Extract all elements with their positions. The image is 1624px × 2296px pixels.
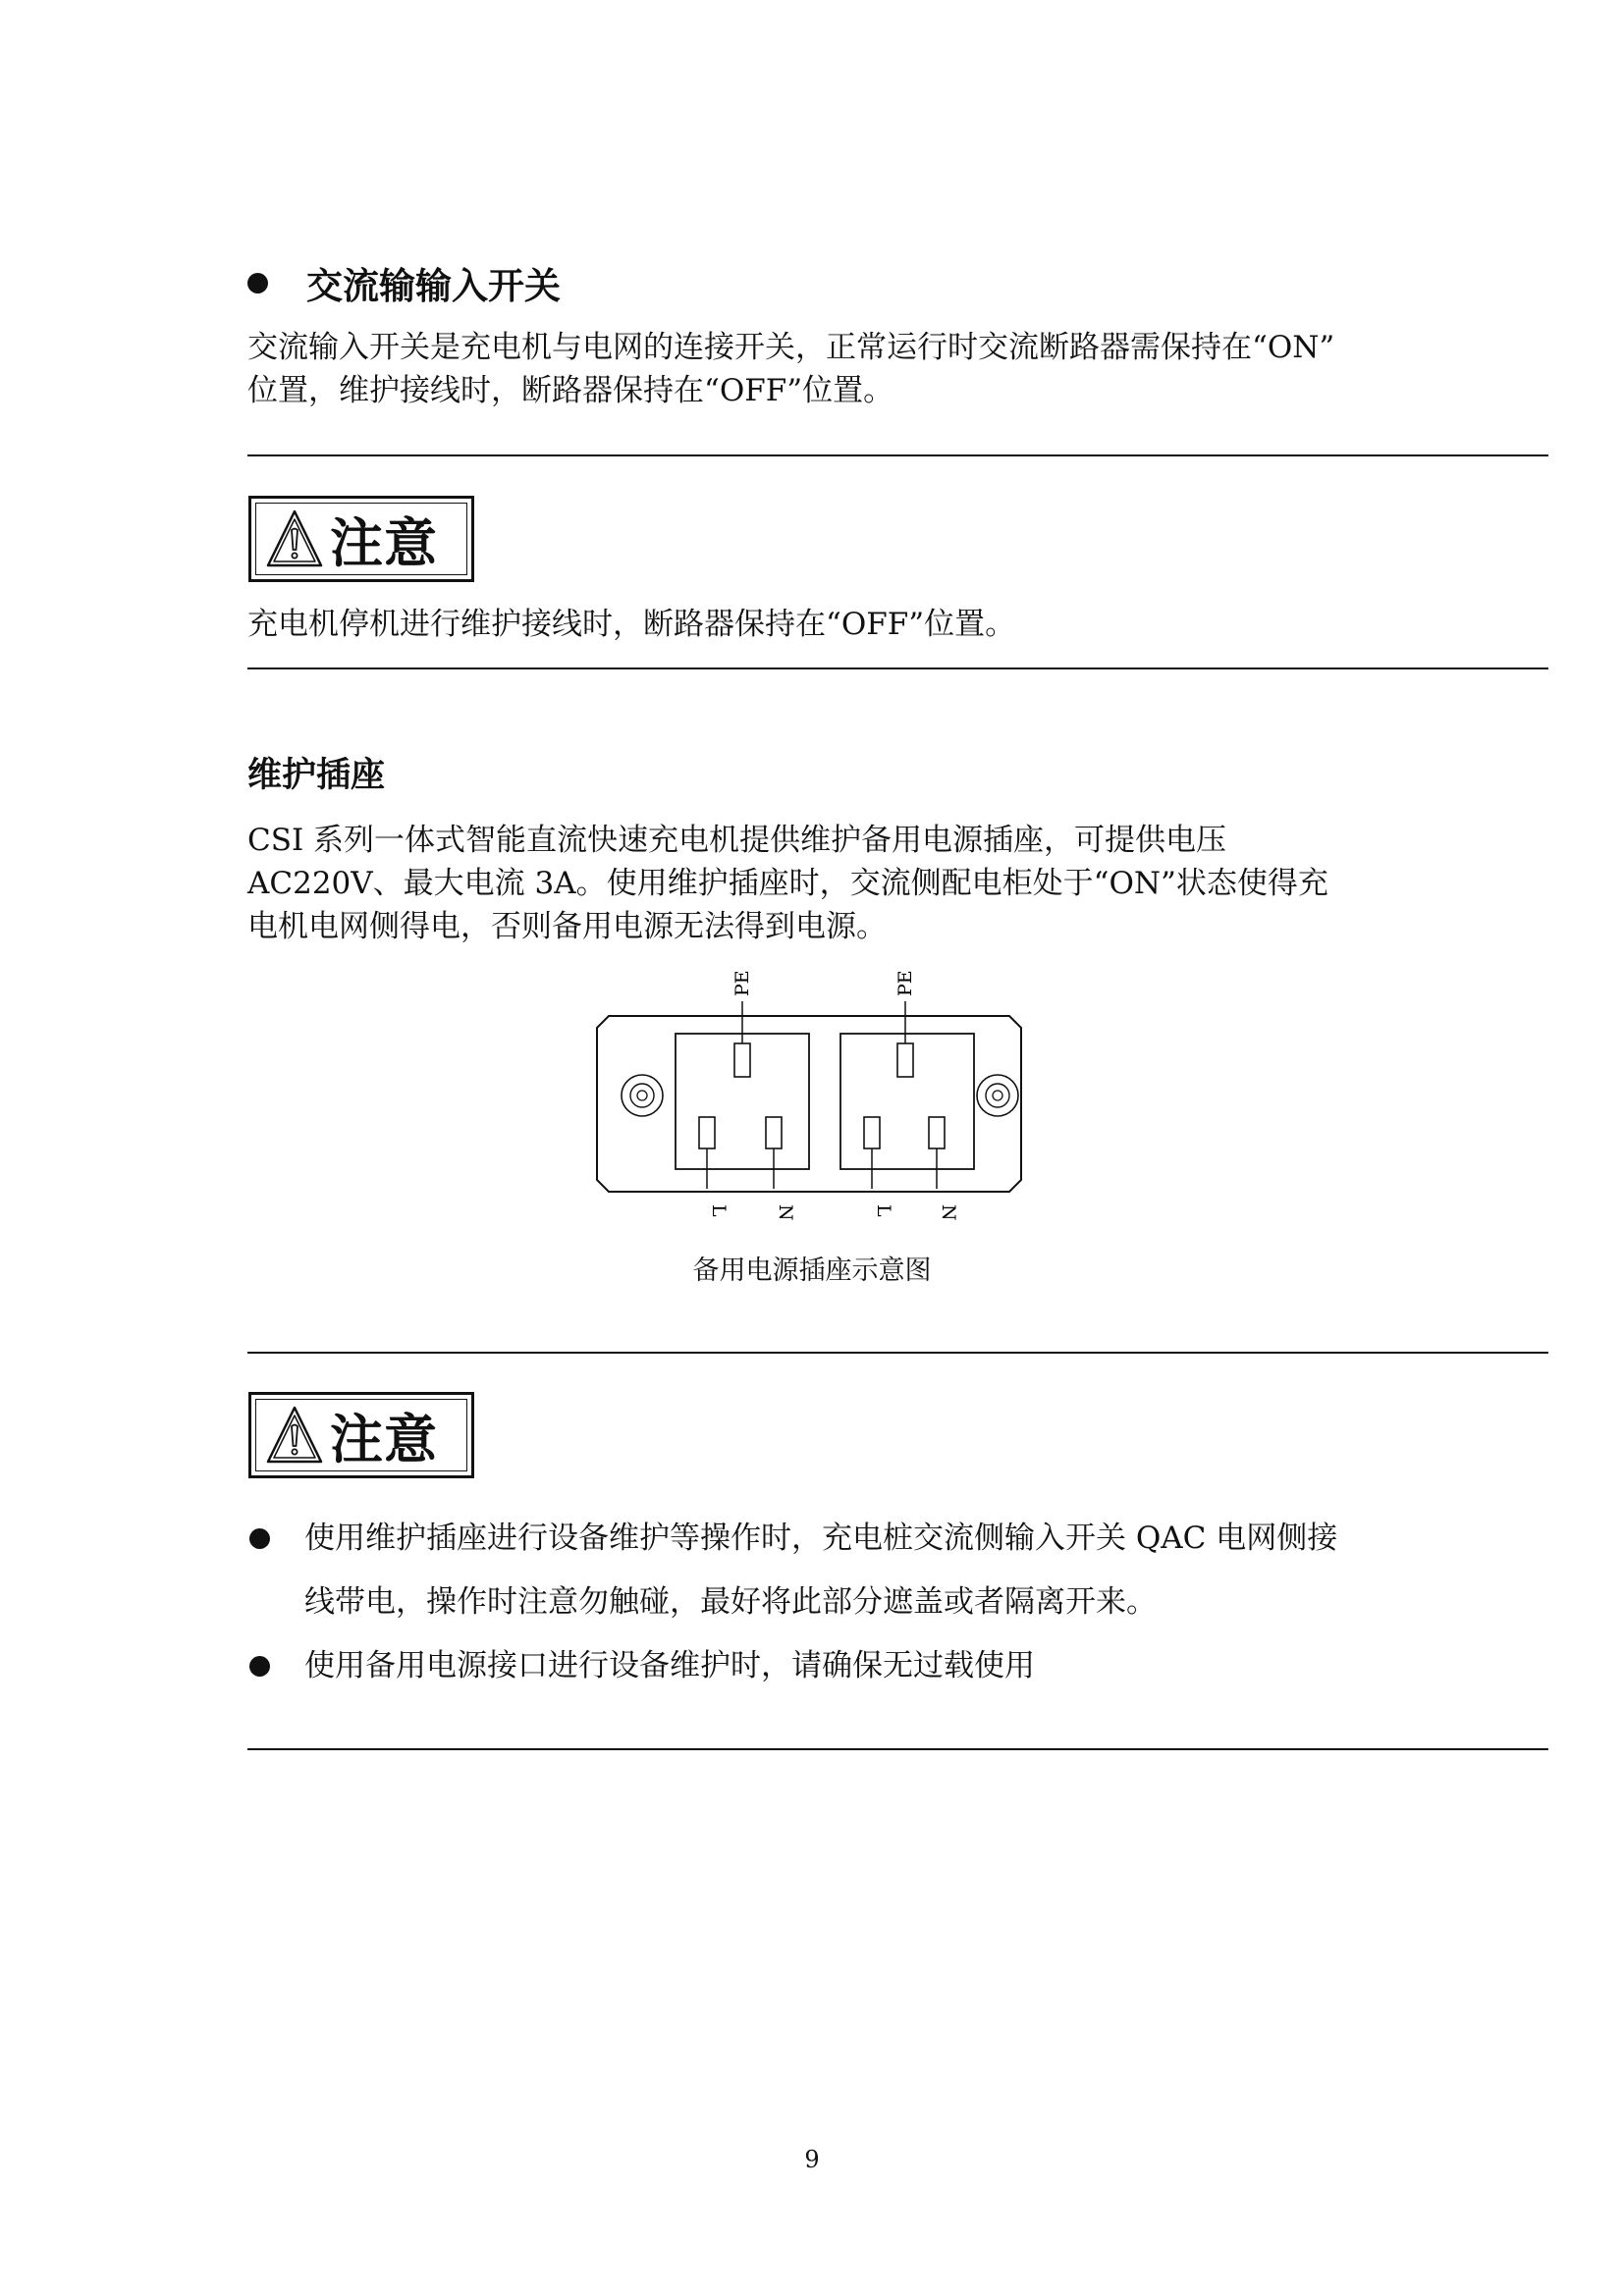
divider xyxy=(247,454,1548,456)
warning-icon xyxy=(265,1405,324,1466)
screw-left-icon xyxy=(622,1075,663,1116)
notice-text xyxy=(247,603,1396,646)
list-item xyxy=(247,1634,1426,1698)
notice-box xyxy=(248,496,474,582)
bullet-icon xyxy=(247,273,268,294)
socket-paragraph-line: 电机电网侧得电，否则备用电源无法得到电源。 xyxy=(247,909,887,944)
subsection-title: 维护插座 xyxy=(247,756,386,795)
divider xyxy=(247,667,1548,669)
notice-text-line: 充电机停机进行维护接线时，断路器保持在“OFF”位置。 xyxy=(247,607,1016,642)
notice-label: 注意 xyxy=(330,511,438,574)
l-label: L xyxy=(708,1204,730,1217)
bullet-icon xyxy=(249,1528,270,1549)
section-heading xyxy=(247,253,561,312)
figure-caption: 备用电源插座示意图 xyxy=(692,1255,932,1286)
page-number: 9 xyxy=(804,2146,820,2173)
socket-paragraph xyxy=(247,819,1396,948)
socket-paragraph-line: CSI 系列一体式智能直流快速充电机提供维护备用电源插座，可提供电压 xyxy=(247,823,1227,858)
list-item-line: 使用维护插座进行设备维护等操作时，充电桩交流侧输入开关 QAC 电网侧接 xyxy=(304,1521,1338,1556)
n-label: N xyxy=(775,1204,796,1221)
socket-right xyxy=(840,1034,974,1169)
list-item-line: 线带电，操作时注意勿触碰，最好将此部分遮盖或者隔离开来。 xyxy=(304,1584,1157,1620)
notice-label: 注意 xyxy=(330,1408,438,1470)
bullet-icon xyxy=(249,1656,270,1677)
list-item-line: 使用备用电源接口进行设备维护时，请确保无过载使用 xyxy=(304,1648,1035,1683)
section-paragraph xyxy=(247,326,1396,412)
l-label: L xyxy=(873,1204,894,1217)
pe-label: PE xyxy=(731,970,753,996)
notice-box xyxy=(248,1392,474,1478)
divider xyxy=(247,1748,1548,1750)
notice-list xyxy=(247,1507,1426,1698)
n-label: N xyxy=(938,1204,959,1221)
pe-label: PE xyxy=(894,970,916,996)
divider xyxy=(247,1352,1548,1354)
section-paragraph-line: 交流输入开关是充电机与电网的连接开关，正常运行时交流断路器需保持在“ON” xyxy=(247,330,1335,365)
screw-right-icon xyxy=(977,1075,1018,1116)
socket-left xyxy=(676,1034,809,1169)
section-title: 交流输输入开关 xyxy=(306,265,561,307)
list-item xyxy=(247,1507,1426,1634)
section-paragraph-line: 位置，维护接线时，断路器保持在“OFF”位置。 xyxy=(247,373,894,408)
socket-paragraph-line: AC220V、最大电流 3A。使用维护插座时，交流侧配电柜处于“ON”状态使得充 xyxy=(247,866,1328,901)
warning-icon xyxy=(265,508,324,569)
socket-diagram xyxy=(589,957,1041,1236)
